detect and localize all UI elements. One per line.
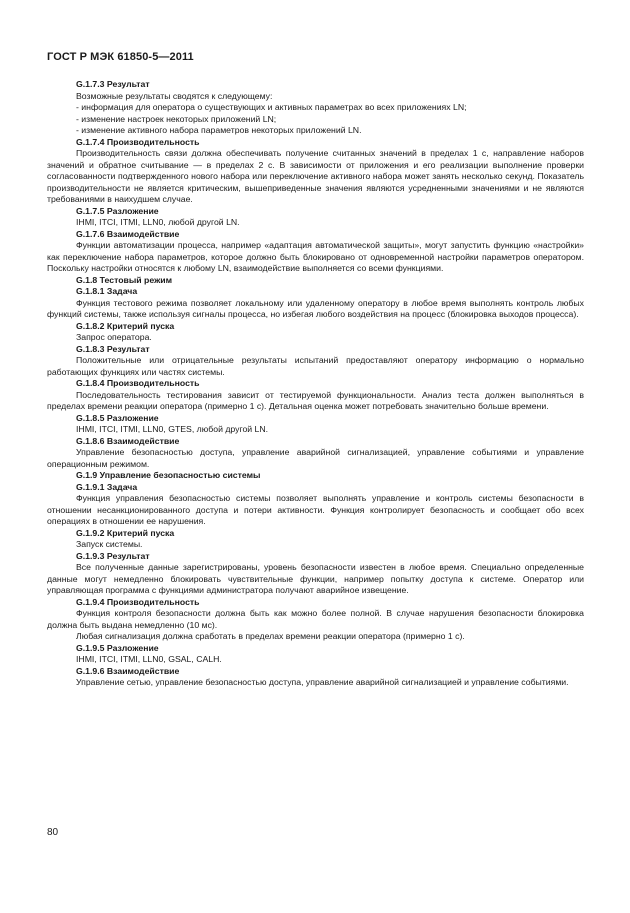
section-heading: G.1.8.3 Результат <box>76 343 150 354</box>
section-heading: G.1.8.5 Разложение <box>76 412 159 423</box>
document-body <box>47 79 584 689</box>
body-paragraph: Все полученные данные зарегистрированы, уровень безопасности известен в любое время. Специально определенные данные могут немедленно блокировать чувствительные функции, например попытку доступа к системе. Оператор или управляющая программа с функциями администратора получают аварийное извещение. <box>47 562 584 595</box>
section-heading: G.1.7.5 Разложение <box>76 205 159 216</box>
section-heading: G.1.8.6 Взаимодействие <box>76 435 180 446</box>
body-paragraph: - изменение активного набора параметров некоторых приложений LN. <box>76 125 362 135</box>
body-paragraph: Последовательность тестирования зависит от тестируемой функциональности. Анализ теста должен выполняться в пределах времени реакции оператора (примерно 1 с). Детальная оценка может потребовать значительно больше времени. <box>47 389 584 411</box>
body-paragraph: IHMI, ITCI, ITMI, LLN0, GSAL, CALH. <box>76 654 222 664</box>
body-paragraph: Управление сетью, управление безопасностью доступа, управление аварийной сигнализацией и управление событиями. <box>76 677 569 687</box>
section-heading: G.1.9.3 Результат <box>76 550 150 561</box>
section-heading: G.1.9 Управление безопасностью системы <box>76 470 261 480</box>
body-paragraph: IHMI, ITCI, ITMI, LLN0, любой другой LN. <box>76 217 240 227</box>
body-paragraph: Производительность связи должна обеспечивать получение считанных значений в пределах 1 с, направление наборов значений и обратное считывание — в пределах 2 с. В зависимости от приложения и его реализации выполнение проверки согласованности подтвержденного нового набора или переключение активного набора может занять несколько секунд. Показатель производительности не является критическим, вышеприведенные значения являются усредненными значениями и не являются требованиями в наихудшем случае. <box>47 148 584 204</box>
body-paragraph: - информация для оператора о существующих и активных параметрах во всех приложениях LN; <box>76 102 467 112</box>
body-paragraph: Любая сигнализация должна сработать в пределах времени реакции оператора (примерно 1 с). <box>76 631 465 641</box>
section-heading: G.1.7.4 Производительность <box>76 136 200 147</box>
body-paragraph: - изменение настроек некоторых приложений LN; <box>76 113 277 124</box>
section-heading: G.1.8 Тестовый режим <box>76 274 172 285</box>
section-heading: G.1.9.5 Разложение <box>76 642 159 653</box>
body-paragraph: Управление безопасностью доступа, управление аварийной сигнализацией, управление событиями и управление операционным режимом. <box>47 447 584 469</box>
body-paragraph: Функция тестового режима позволяет локальному или удаленному оператору в любое время выполнять контроль любых функций системы, также используя сигналы процесса, но избегая любого воздействия на процесс (блокировка выходов процесса). <box>47 297 584 319</box>
section-heading: G.1.9.2 Критерий пуска <box>76 527 175 538</box>
body-paragraph: Функции автоматизации процесса, например «адаптация автоматической защиты», могут запустить функцию «настройки» как переключение набора параметров, которое должно быть блокировано от одновременной настройки параметров оператором. Поскольку настройки относятся к любому LN, взаимодействие выполняется со всеми функциями. <box>47 240 584 273</box>
body-paragraph: Запуск системы. <box>76 539 143 549</box>
body-paragraph: Положительные или отрицательные результаты испытаний предоставляют оператору информацию о нормально работающих функциях или частях системы. <box>47 355 584 377</box>
section-heading: G.1.9.6 Взаимодействие <box>76 665 180 676</box>
body-paragraph: IHMI, ITCI, ITMI, LLN0, GTES, любой другой LN. <box>76 424 269 434</box>
page-number: 80 <box>47 827 59 838</box>
body-paragraph: Возможные результаты сводятся к следующему: <box>76 90 273 101</box>
section-heading: G.1.8.4 Производительность <box>76 378 200 388</box>
section-heading: G.1.8.1 Задача <box>76 286 138 296</box>
document-header: ГОСТ Р МЭК 61850-5—2011 <box>47 51 194 63</box>
section-heading: G.1.9.1 Задача <box>76 481 138 492</box>
body-paragraph: Функция управления безопасностью системы позволяет выполнять управление и контроль системы безопасности в отношении несанкционированного доступа и потери активности. Функция контролирует безопасность и сообщает обо всех операциях в отношении ее нарушения. <box>47 493 584 526</box>
section-heading: G.1.8.2 Критерий пуска <box>76 320 175 331</box>
section-heading: G.1.7.6 Взаимодействие <box>76 228 180 239</box>
section-heading: G.1.9.4 Производительность <box>76 596 200 607</box>
section-heading: G.1.7.3 Результат <box>76 79 150 89</box>
body-paragraph: Запрос оператора. <box>76 332 152 342</box>
body-paragraph: Функция контроля безопасности должна быть как можно более полной. В случае нарушения безопасности блокировка должна быть выдана немедленно (10 мс). <box>47 608 584 630</box>
